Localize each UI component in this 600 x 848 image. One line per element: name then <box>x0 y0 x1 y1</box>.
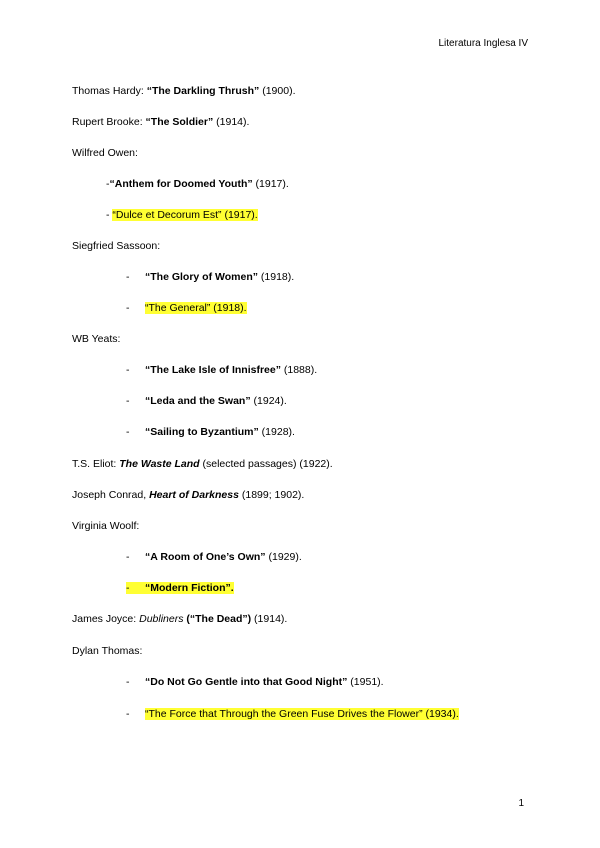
work-year: (1918). <box>257 271 295 283</box>
work-year: (1924). <box>250 395 287 407</box>
bullet-dash: - <box>106 209 113 221</box>
bullet-dash: - <box>126 364 130 376</box>
work-title: “The Glory of Women” <box>145 271 258 283</box>
entry-yeats-byzantium <box>126 425 295 439</box>
bullet-dash: - <box>126 302 130 314</box>
work-title: “The Darkling Thrush” <box>146 85 260 97</box>
course-header: Literatura Inglesa IV <box>438 38 528 49</box>
entry-dylan-thomas <box>72 644 142 658</box>
entry-owen-anthem <box>106 177 289 191</box>
highlighted-work: “The Force that Through the Green Fuse Drives the Flower” (1934). <box>145 708 459 720</box>
work-title: “Do Not Go Gentle into that Good Night” <box>145 676 348 688</box>
bullet-dash: - <box>126 426 130 438</box>
work-title: “A Room of One’s Own” <box>145 551 266 563</box>
bullet-dash: - <box>106 178 110 190</box>
author: Dylan Thomas: <box>72 645 143 657</box>
author: Virginia Woolf: <box>72 520 140 532</box>
story-title: (“The Dead”) <box>183 613 252 625</box>
work-title: “The Soldier” <box>145 116 214 128</box>
work-details: (selected passages) (1922). <box>199 458 333 470</box>
entry-yeats-leda <box>126 394 287 408</box>
work-title: “Leda and the Swan” <box>145 395 251 407</box>
entry-sassoon-glory <box>126 270 294 284</box>
work-title: Heart of Darkness <box>149 489 239 501</box>
entry-owen-dulce <box>106 208 258 222</box>
entry-yeats <box>72 332 120 346</box>
entry-eliot <box>72 457 333 471</box>
entry-dthomas-force <box>126 707 459 721</box>
author: Wilfred Owen: <box>72 147 138 159</box>
entry-woolf-modern-fiction <box>126 581 234 595</box>
author: Rupert Brooke: <box>72 116 146 128</box>
work-title: The Waste Land <box>119 458 200 470</box>
work-title: “Sailing to Byzantium” <box>145 426 259 438</box>
entry-conrad <box>72 488 304 502</box>
author: James Joyce: <box>72 613 140 625</box>
highlighted-work <box>126 582 234 594</box>
work-year: (1929). <box>265 551 302 563</box>
author: Siegfried Sassoon: <box>72 240 161 252</box>
author: WB Yeats: <box>72 333 121 345</box>
work-year: (1951). <box>347 676 384 688</box>
entry-woolf <box>72 519 139 533</box>
entry-brooke <box>72 115 249 129</box>
work-year: (1917). <box>252 178 289 190</box>
bullet-dash: - <box>126 676 130 688</box>
entry-owen <box>72 146 138 160</box>
work-year: (1900). <box>259 85 296 97</box>
entry-sassoon-general <box>126 301 247 315</box>
work-year: (1928). <box>258 426 295 438</box>
book-title: Dubliners <box>139 613 184 625</box>
bullet-dash: - <box>126 271 130 283</box>
author: Joseph Conrad, <box>72 489 150 501</box>
highlighted-work: “Dulce et Decorum Est” (1917). <box>112 209 258 221</box>
entry-sassoon <box>72 239 160 253</box>
entry-joyce <box>72 612 287 626</box>
bullet-dash: - <box>126 582 130 594</box>
author: Thomas Hardy: <box>72 85 147 97</box>
work-year: (1914). <box>213 116 250 128</box>
entry-dthomas-gentle <box>126 675 384 689</box>
entry-yeats-innisfree <box>126 363 317 377</box>
bullet-dash: - <box>126 551 130 563</box>
work-title: “Modern Fiction”. <box>145 582 234 594</box>
bullet-dash: - <box>126 395 130 407</box>
entry-hardy <box>72 84 295 98</box>
author: T.S. Eliot: <box>72 458 120 470</box>
work-title: “Anthem for Doomed Youth” <box>109 178 253 190</box>
entry-woolf-room <box>126 550 302 564</box>
highlighted-work: “The General” (1918). <box>145 302 247 314</box>
bullet-dash: - <box>126 708 130 720</box>
work-details: (1899; 1902). <box>238 489 305 501</box>
page-number: 1 <box>518 798 524 809</box>
work-year: (1914). <box>251 613 288 625</box>
work-year: (1888). <box>280 364 318 376</box>
work-title: “The Lake Isle of Innisfree” <box>145 364 281 376</box>
